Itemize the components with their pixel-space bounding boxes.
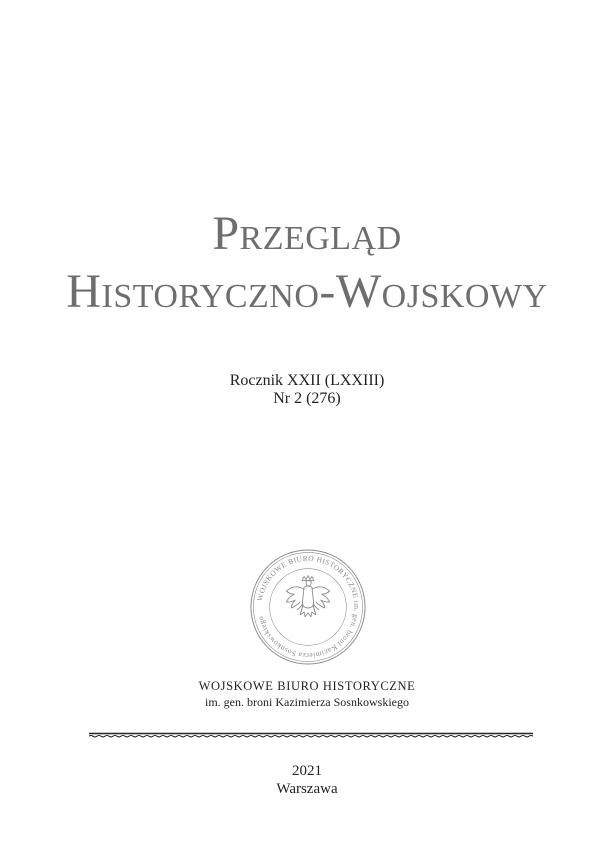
publisher-name: WOJSKOWE BIURO HISTORYCZNE [198, 679, 416, 693]
white-eagle-emblem-icon [249, 548, 367, 666]
publisher-subtitle: im. gen. broni Kazimierza Sosnkowskiego [205, 695, 409, 709]
publication-city: Warszawa [276, 781, 338, 797]
publication-year: 2021 [292, 763, 322, 779]
svg-text:WOJSKOWE BIURO HISTORYCZNE im. [255, 554, 361, 661]
journal-title-line-2: Historyczno-Wojskowy [66, 265, 548, 318]
decorative-rule [89, 732, 533, 738]
seal-ring-text: WOJSKOWE BIURO HISTORYCZNE im. gen. broni Kazimierza Sosnkowskiego [255, 553, 362, 661]
issue-number: Nr 2 (276) [273, 390, 341, 407]
volume-label: Rocznik XXII (LXXIII) [229, 372, 385, 389]
journal-title-line-1: Przegląd [212, 207, 402, 260]
